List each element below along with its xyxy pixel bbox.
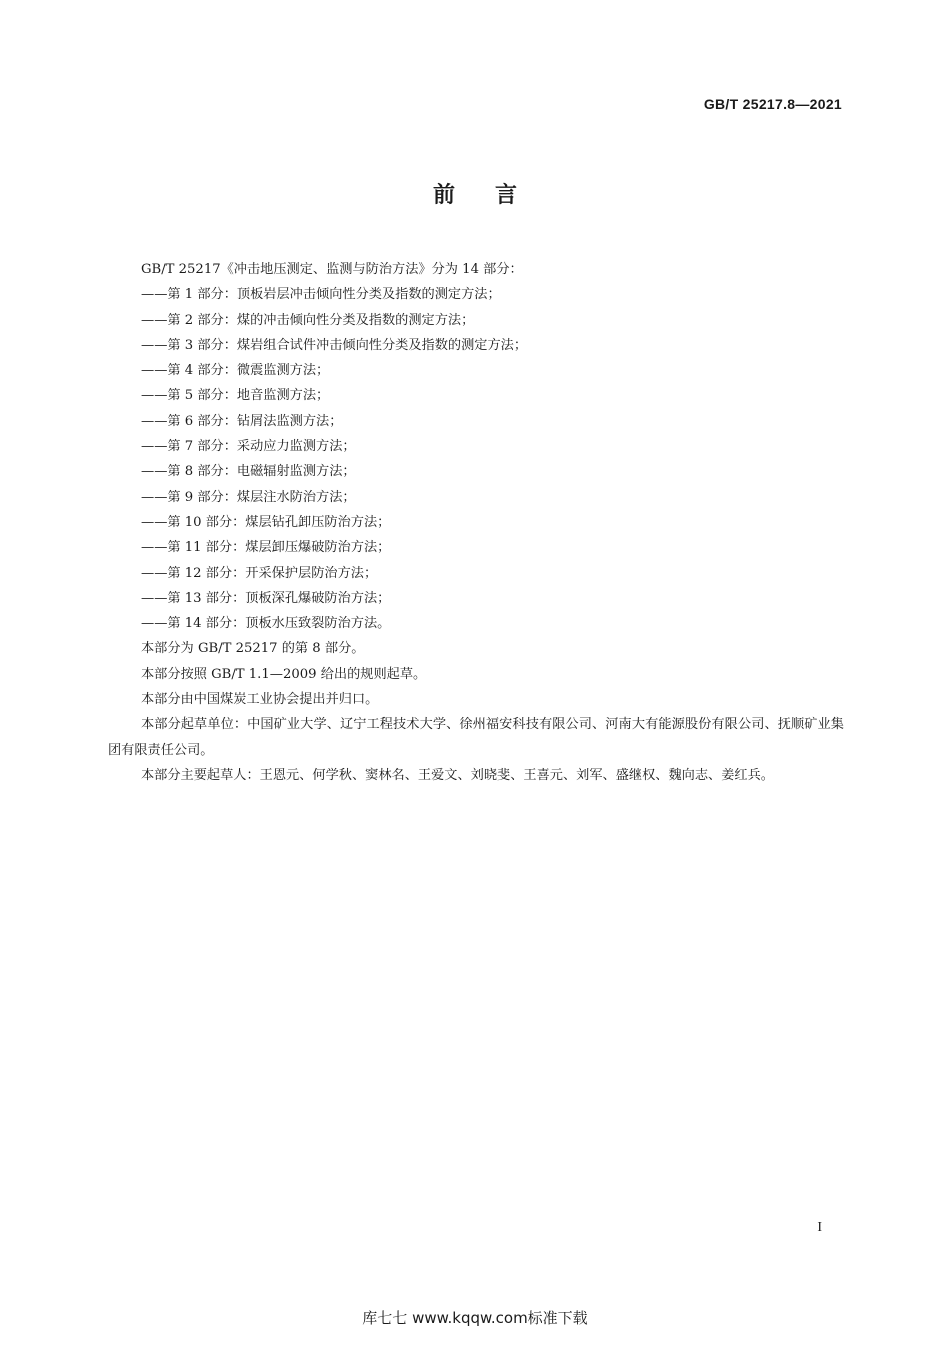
footer-watermark: 库七七 www.kqqw.com标准下载 xyxy=(362,1309,588,1327)
standard-code: GB/T 25217.8—2021 xyxy=(703,96,842,112)
paragraph: 本部分为 GB/T 25217 的第 8 部分。 xyxy=(141,641,365,657)
foreword-body xyxy=(108,257,844,788)
paragraph: ——第 10 部分：煤层钻孔卸压防治方法； xyxy=(141,514,391,530)
paragraph: ——第 14 部分：顶板水压致裂防治方法。 xyxy=(141,616,391,632)
page-title: 前言 xyxy=(432,183,557,208)
paragraph: ——第 4 部分：微震监测方法； xyxy=(141,363,330,379)
paragraph: ——第 1 部分：顶板岩层冲击倾向性分类及指数的测定方法； xyxy=(141,287,501,303)
page-number: I xyxy=(817,1220,822,1235)
paragraph: GB/T 25217《冲击地压测定、监测与防治方法》分为 14 部分： xyxy=(141,262,523,277)
paragraph: ——第 11 部分：煤层卸压爆破防治方法； xyxy=(141,540,391,556)
paragraph: 本部分起草单位：中国矿业大学、辽宁工程技术大学、徐州福安科技有限公司、河南大有能源股份有限公司、抚顺矿业集团有限责任公司。 xyxy=(108,717,844,758)
paragraph: 本部分主要起草人：王恩元、何学秋、窦林名、王爱文、刘晓斐、王喜元、刘军、盛继权、魏向志、姜红兵。 xyxy=(141,767,774,783)
paragraph: 本部分由中国煤炭工业协会提出并归口。 xyxy=(141,692,379,708)
paragraph: ——第 6 部分：钻屑法监测方法； xyxy=(141,413,343,429)
paragraph: ——第 3 部分：煤岩组合试件冲击倾向性分类及指数的测定方法； xyxy=(141,337,528,353)
paragraph: ——第 7 部分：采动应力监测方法； xyxy=(141,439,356,455)
paragraph: ——第 5 部分：地音监测方法； xyxy=(141,388,330,404)
paragraph: ——第 2 部分：煤的冲击倾向性分类及指数的测定方法； xyxy=(141,312,475,328)
paragraph: ——第 13 部分：顶板深孔爆破防治方法； xyxy=(141,590,391,606)
paragraph: ——第 9 部分：煤层注水防治方法； xyxy=(141,489,356,505)
paragraph: ——第 8 部分：电磁辐射监测方法； xyxy=(141,464,356,480)
paragraph: 本部分按照 GB/T 1.1—2009 给出的规则起草。 xyxy=(141,666,427,682)
paragraph: ——第 12 部分：开采保护层防治方法； xyxy=(141,565,378,581)
